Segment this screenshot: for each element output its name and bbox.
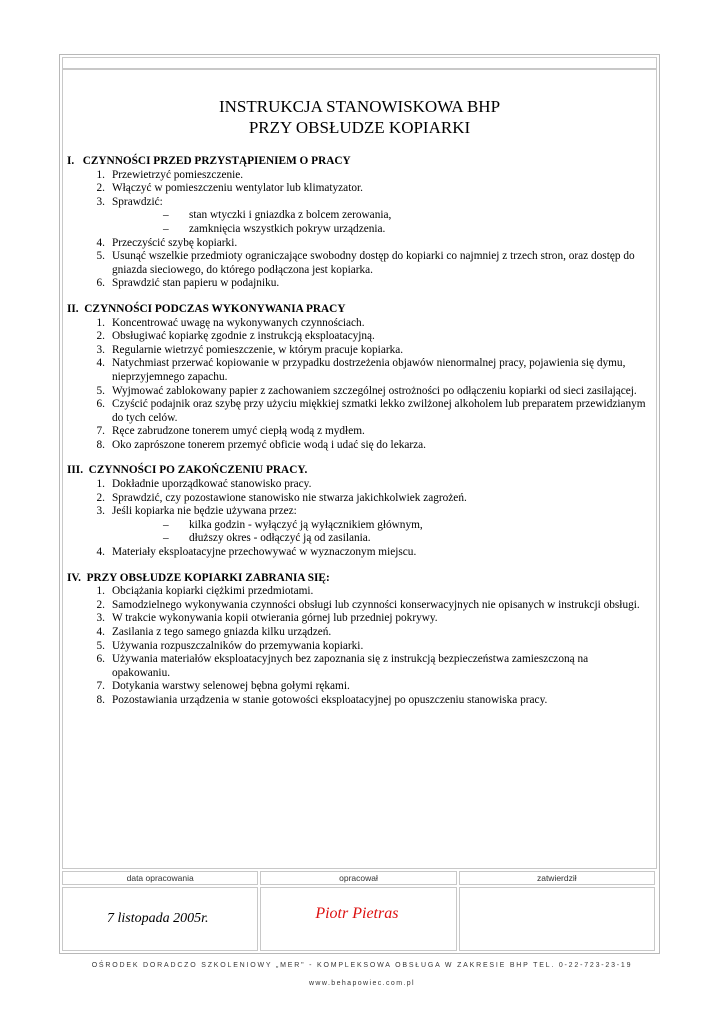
item-number: 2. xyxy=(96,491,105,504)
list-item xyxy=(67,505,647,519)
list-item xyxy=(67,344,647,358)
list-item xyxy=(67,626,647,640)
item-text: Materiały eksploatacyjne przechowywać w wyznaczonym miejscu. xyxy=(112,546,417,559)
item-number: 2. xyxy=(96,598,105,611)
author-box xyxy=(260,887,456,951)
dash-bullet: – xyxy=(163,209,169,222)
date-value: 7 listopada 2005r. xyxy=(107,911,209,926)
list-item xyxy=(67,425,647,439)
item-text: Zasilania z tego samego gniazda kilku urządzeń. xyxy=(112,626,332,638)
item-number: 3. xyxy=(96,612,105,625)
list-item xyxy=(67,237,647,251)
item-text: Dotykania warstwy selenowej bębna gołymi rękami. xyxy=(112,680,350,693)
item-number: 5. xyxy=(96,639,105,652)
item-text: Sprawdzić, czy pozostawione stanowisko nie stwarza jakichkolwiek zagrożeń. xyxy=(112,491,467,504)
item-number: 3. xyxy=(96,505,105,518)
title-line-2: PRZY OBSŁUDZE KOPIARKI xyxy=(248,118,471,137)
item-number: 4. xyxy=(96,236,105,249)
section-2 xyxy=(67,303,647,453)
dash-bullet: – xyxy=(163,518,169,531)
sub-item-text: zamknięcia wszystkich pokryw urządzenia. xyxy=(189,222,386,235)
item-text: Wyjmować zablokowany papier z zachowaniem szczególnej ostrożności po odłączeniu kopiarki od sieci zasilającej. xyxy=(112,384,637,397)
section-3 xyxy=(67,464,647,559)
item-number: 6. xyxy=(96,277,105,290)
section-heading: III. CZYNNOŚCI PO ZAKOŃCZENIU PRACY. xyxy=(67,464,308,477)
item-number: 5. xyxy=(96,250,105,263)
list-item xyxy=(67,398,647,425)
item-text: Sprawdzić: xyxy=(112,195,163,208)
item-text: Używania materiałów eksploatacyjnych bez zapoznania się z instrukcją bezpieczeństwa zamieszczoną na opakowaniu. xyxy=(112,653,589,679)
sub-item-text: dłuższy okres - odłączyć ją od zasilania. xyxy=(189,532,371,545)
item-text: Samodzielnego wykonywania czynności obsługi lub czynności konserwacyjnych nie opisanych w instrukcji obsługi. xyxy=(112,598,640,611)
top-band xyxy=(62,57,657,69)
sections-list xyxy=(67,155,647,720)
item-number: 1. xyxy=(96,316,105,329)
dash-bullet: – xyxy=(163,222,169,235)
title-line-1: INSTRUKCJA STANOWISKOWA BHP xyxy=(218,97,501,116)
item-text: Sprawdzić stan papieru w podajniku. xyxy=(112,277,280,290)
list-item xyxy=(67,250,647,277)
item-number: 1. xyxy=(96,585,105,598)
item-text: Włączyć w pomieszczeniu wentylator lub klimatyzator. xyxy=(112,182,363,195)
item-number: 8. xyxy=(96,438,105,451)
item-number: 7. xyxy=(96,680,105,693)
label-approved: zatwierdził xyxy=(459,871,655,885)
item-text: Regularnie wietrzyć pomieszczenie, w którym pracuje kopiarka. xyxy=(112,343,404,356)
sub-item xyxy=(67,223,647,237)
list-item xyxy=(67,439,647,453)
dash-bullet: – xyxy=(163,532,169,545)
item-number: 4. xyxy=(96,357,105,370)
item-number: 8. xyxy=(96,693,105,706)
item-text: Obsługiwać kopiarkę zgodnie z instrukcją eksploatacyjną. xyxy=(112,330,375,343)
signature-table xyxy=(62,871,657,951)
section-heading: IV. PRZY OBSŁUDZE KOPIARKI ZABRANIA SIĘ: xyxy=(67,571,330,584)
item-number: 4. xyxy=(96,626,105,638)
item-number: 1. xyxy=(96,478,105,491)
list-item xyxy=(67,492,647,506)
list-item xyxy=(67,640,647,654)
item-text: Jeśli kopiarka nie będzie używana przez: xyxy=(112,505,297,518)
document-title xyxy=(63,96,656,138)
item-number: 3. xyxy=(96,343,105,356)
section-heading: I. CZYNNOŚCI PRZED PRZYSTĄPIENIEM O PRACY xyxy=(67,155,351,167)
list-item xyxy=(67,330,647,344)
item-text: Czyścić podajnik oraz szybę przy użyciu miękkiej szmatki lekko zwilżonej alkoholem lub preparatem przewidzianym do tych celów. xyxy=(112,398,646,424)
list-item xyxy=(67,612,647,626)
item-text: W trakcie wykonywania kopii otwierania górnej lub przedniej pokrywy. xyxy=(112,612,438,625)
sub-item xyxy=(67,519,647,533)
item-text: Oko zaprószone tonerem przemyć obficie wodą i udać się do lekarza. xyxy=(112,438,426,451)
label-author: opracował xyxy=(260,871,456,885)
section-4 xyxy=(67,572,647,708)
item-number: 4. xyxy=(96,546,105,559)
list-item xyxy=(67,317,647,331)
item-number: 6. xyxy=(96,653,105,666)
item-text: Dokładnie uporządkować stanowisko pracy. xyxy=(112,478,312,491)
list-item xyxy=(67,277,647,291)
item-text: Ręce zabrudzone tonerem umyć ciepłą wodą z mydłem. xyxy=(112,425,365,438)
item-number: 2. xyxy=(96,182,105,195)
sub-item xyxy=(67,209,647,223)
label-date: data opracowania xyxy=(62,871,258,885)
item-text: Przeczyścić szybę kopiarki. xyxy=(112,236,238,249)
sub-item xyxy=(67,532,647,546)
list-item xyxy=(67,680,647,694)
date-box xyxy=(62,887,258,951)
item-text: Obciążania kopiarki ciężkimi przedmiotami. xyxy=(112,585,314,598)
section-1 xyxy=(67,155,647,291)
item-text: Przewietrzyć pomieszczenie. xyxy=(112,168,244,181)
sub-item-text: kilka godzin - wyłączyć ją wyłącznikiem głównym, xyxy=(189,518,423,531)
list-item xyxy=(67,599,647,613)
list-item xyxy=(67,694,647,708)
item-text: Natychmiast przerwać kopiowanie w przypadku dostrzeżenia objawów nienormalnej pracy, pojawienia się dymu, nieprzyjemnego zapachu. xyxy=(112,357,626,383)
item-number: 5. xyxy=(96,384,105,397)
footer-company: OŚRODEK DORADCZO SZKOLENIOWY „MER" - KOMPLEKSOWA OBSŁUGA W ZAKRESIE BHP TEL. 0-22-723-23-19 xyxy=(91,962,633,969)
list-item xyxy=(67,182,647,196)
item-text: Koncentrować uwagę na wykonywanych czynnościach. xyxy=(112,316,365,329)
sub-item-text: stan wtyczki i gniazdka z bolcem zerowania, xyxy=(189,209,392,222)
author-signature: Piotr Pietras xyxy=(315,905,399,922)
item-text: Pozostawiania urządzenia w stanie gotowości eksploatacyjnej po opuszczeniu stanowiska pracy. xyxy=(112,693,548,706)
document-body xyxy=(62,69,657,869)
item-number: 6. xyxy=(96,398,105,411)
list-item xyxy=(67,478,647,492)
item-text: Usunąć wszelkie przedmioty ograniczające swobodny dostęp do kopiarki co najmniej z trzech stron, oraz dostęp do gniazda sieciowego, do którego podłączona jest kopiarka. xyxy=(112,250,635,276)
list-item xyxy=(67,357,647,384)
item-number: 1. xyxy=(96,168,105,181)
item-text: Używania rozpuszczalników do przemywania kopiarki. xyxy=(112,639,364,652)
footer-website: www.behapowiec.com.pl xyxy=(308,980,416,987)
list-item xyxy=(67,546,647,560)
list-item xyxy=(67,196,647,210)
item-number: 7. xyxy=(96,425,105,438)
item-number: 3. xyxy=(96,195,105,208)
list-item xyxy=(67,169,647,183)
item-number: 2. xyxy=(96,330,105,343)
section-heading: II. CZYNNOŚCI PODCZAS WYKONYWANIA PRACY xyxy=(67,302,346,315)
approved-box xyxy=(459,887,655,951)
list-item xyxy=(67,585,647,599)
list-item xyxy=(67,385,647,399)
list-item xyxy=(67,653,647,680)
